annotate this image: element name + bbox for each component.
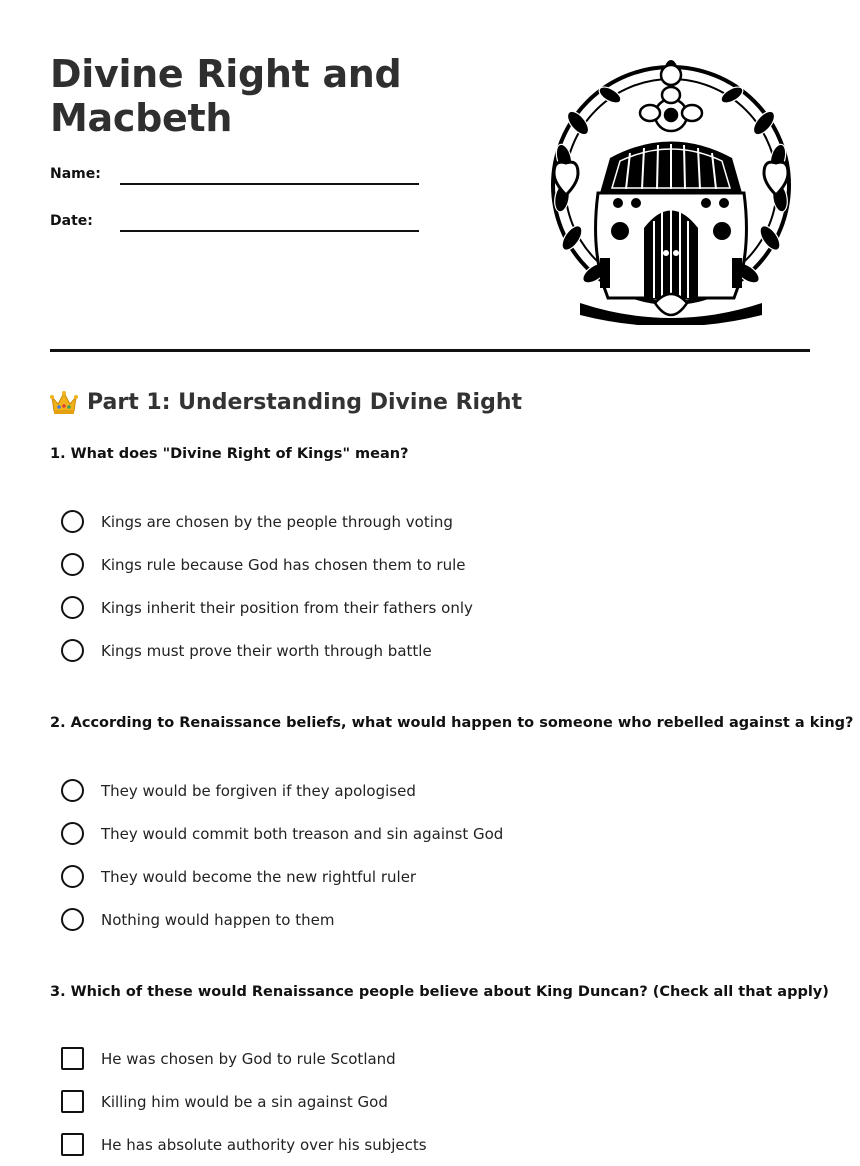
name-label: Name: [50, 166, 101, 182]
option-label: He has absolute authority over his subjects [101, 1135, 427, 1154]
radio-button[interactable] [61, 908, 84, 931]
option-label: He was chosen by God to rule Scotland [101, 1049, 396, 1068]
name-field-row [50, 166, 430, 196]
question-3-option-2[interactable] [50, 1080, 810, 1123]
question-3-option-1[interactable] [50, 1037, 810, 1080]
radio-button[interactable] [61, 639, 84, 662]
question-2-text: 2. According to Renaissance beliefs, what would happen to someone who rebelled against a king? [50, 715, 854, 731]
option-label: Kings must prove their worth through battle [101, 641, 432, 660]
question-2-option-3[interactable] [50, 855, 810, 898]
question-2-option-1[interactable] [50, 769, 810, 812]
question-3-text: 3. Which of these would Renaissance people believe about King Duncan? (Check all that apply) [50, 984, 829, 1000]
question-1-option-3[interactable] [50, 586, 810, 629]
question-3-options [50, 1037, 810, 1166]
checkbox[interactable] [61, 1133, 84, 1156]
question-1-option-1[interactable] [50, 500, 810, 543]
question-2-option-2[interactable] [50, 812, 810, 855]
question-3-option-3[interactable] [50, 1123, 810, 1166]
question-2-option-4[interactable] [50, 898, 810, 941]
option-label: They would become the new rightful ruler [101, 867, 417, 886]
question-1-option-2[interactable] [50, 543, 810, 586]
ornamental-door-wreath-emblem-icon [540, 53, 802, 325]
part1-title: Part 1: Understanding Divine Right [87, 389, 523, 415]
radio-button[interactable] [61, 822, 84, 845]
option-label: Kings inherit their position from their fathers only [101, 598, 473, 617]
part1-heading [50, 389, 522, 415]
option-label: Kings rule because God has chosen them to rule [101, 555, 466, 574]
checkbox[interactable] [61, 1047, 84, 1070]
page-title: Divine Right and Macbeth [50, 52, 402, 140]
date-field[interactable] [120, 230, 419, 232]
crown-icon [50, 389, 78, 415]
date-field-row [50, 213, 430, 243]
option-label: They would commit both treason and sin against God [101, 824, 504, 843]
option-label: Nothing would happen to them [101, 910, 335, 929]
header-divider [50, 349, 810, 352]
worksheet-page [50, 0, 854, 1161]
radio-button[interactable] [61, 510, 84, 533]
question-1-text: 1. What does "Divine Right of Kings" mean? [50, 446, 409, 462]
radio-button[interactable] [61, 553, 84, 576]
radio-button[interactable] [61, 779, 84, 802]
checkbox[interactable] [61, 1090, 84, 1113]
option-label: Kings are chosen by the people through voting [101, 512, 453, 531]
question-1-option-4[interactable] [50, 629, 810, 672]
question-1-options [50, 500, 810, 672]
radio-button[interactable] [61, 865, 84, 888]
name-field[interactable] [120, 183, 419, 185]
date-label: Date: [50, 213, 93, 229]
option-label: They would be forgiven if they apologised [101, 781, 416, 800]
option-label: Killing him would be a sin against God [101, 1092, 388, 1111]
radio-button[interactable] [61, 596, 84, 619]
question-2-options [50, 769, 810, 941]
